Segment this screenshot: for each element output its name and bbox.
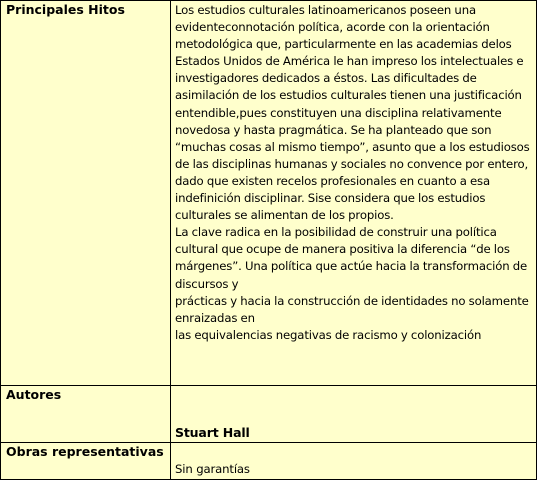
hitos-paragraph-5: las equivalencias negativas de racismo y colonización (175, 327, 482, 342)
value-principales-hitos (171, 1, 536, 385)
value-obras-cell (171, 443, 536, 479)
table-row-principales-hitos (1, 1, 536, 386)
hitos-paragraph-3: márgenes”. Una política que actúe hacia la transformación de discursos y (175, 259, 528, 291)
label-principales-hitos: Principales Hitos (1, 1, 171, 385)
author-name: Stuart Hall (175, 425, 250, 440)
hitos-paragraph-2: La clave radica en la posibilidad de construir una política cultural que ocupe de manera positiva la diferencia “de los (175, 225, 510, 257)
label-autores: Autores (1, 386, 171, 442)
table-row-autores (1, 386, 536, 443)
table-row-obras-representativas (1, 443, 536, 479)
hitos-paragraph-4: prácticas y hacia la construcción de identidades no solamente enraizadas en (175, 293, 529, 325)
obra-title: Sin garantías (175, 462, 250, 476)
label-obras-representativas: Obras representativas (1, 443, 171, 479)
value-autores-cell (171, 386, 536, 442)
hitos-paragraph-1: Los estudios culturales latinoamericanos poseen una evidenteconnotación política, acorde con la orientación metodológica que, particularmente en las academias delos Estados Unidos de América le han impreso los intelectuales e investigadores dedicados a éstos. Las dificultades de asimilación de los estudios culturales tienen una justificación entendible,pues constituyen una disciplina relativamente novedosa y hasta pragmática. Se ha planteado que son “muchas cosas al mismo tiempo”, asunto que a los estudiosos de las disciplinas humanas y sociales no convence por entero, dado que existen recelos profesionales en cuanto a esa indefinición disciplinar. Sise considera que los estudios culturales se alimentan de los propios. (175, 3, 530, 223)
